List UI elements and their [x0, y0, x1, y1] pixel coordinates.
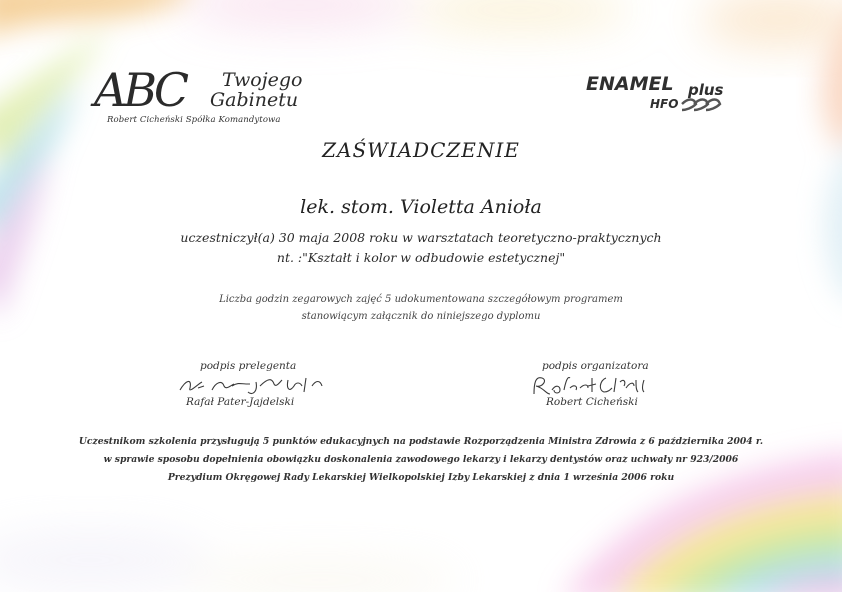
lecturer-handwritten-signature — [176, 372, 346, 398]
footer-line-2: w sprawie sposobu dopełnienia obowiązku doskonalenia zawodowego lekarzy i lekarzy dentystów oraz uchwały nr 923/2006 — [103, 454, 739, 465]
organizer-name: Robert Cicheński — [546, 396, 638, 408]
organizer-signature-label: podpis organizatora — [542, 360, 649, 372]
organizer-signature-block — [524, 360, 704, 420]
lecturer-name: Rafał Pater-Jajdelski — [186, 396, 295, 408]
participation-line: uczestniczył(a) 30 maja 2008 roku w warsztatach teoretyczno-praktycznych — [180, 230, 662, 245]
logo-enamel-suffix: plus — [688, 81, 724, 99]
abc-logo — [90, 62, 320, 132]
logo-enamel-sub: HFO — [650, 97, 679, 111]
logo-enamel-brand: ENAMEL — [586, 73, 674, 95]
recipient-name: lek. stom. Violetta Anioła — [300, 196, 542, 218]
footer-line-1: Uczestnikom szkolenia przysługują 5 punktów edukacyjnych na podstawie Rozporządzenia Ministra Zdrowia z 6 października 2004 r. — [78, 436, 764, 447]
logo-word1: Twojego — [222, 69, 303, 91]
organizer-handwritten-signature — [526, 370, 696, 398]
hours-line-1: Liczba godzin zegarowych zajęć 5 udokumentowana szczegółowym programem — [219, 294, 623, 305]
lecturer-signature-block — [176, 360, 356, 420]
hours-line-2: stanowiącym załącznik do niniejszego dyplomu — [301, 311, 541, 322]
logo-subtitle: Robert Cicheński Spółka Komandytowa — [107, 115, 281, 125]
logo-abc-letters: ABC — [94, 63, 186, 117]
certificate-title: ZAŚWIADCZENIE — [322, 138, 520, 162]
lecturer-signature-label: podpis prelegenta — [200, 360, 297, 372]
footer-line-3: Prezydium Okręgowej Rady Lekarskiej Wielkopolskiej Izby Lekarskiej z dnia 1 września 2006 roku — [167, 472, 675, 483]
enamel-plus-logo — [578, 68, 748, 128]
logo-word2: Gabinetu — [210, 89, 299, 111]
topic-line: nt. :"Kształt i kolor w odbudowie estetycznej" — [276, 250, 566, 265]
swirl-icon — [682, 100, 720, 111]
